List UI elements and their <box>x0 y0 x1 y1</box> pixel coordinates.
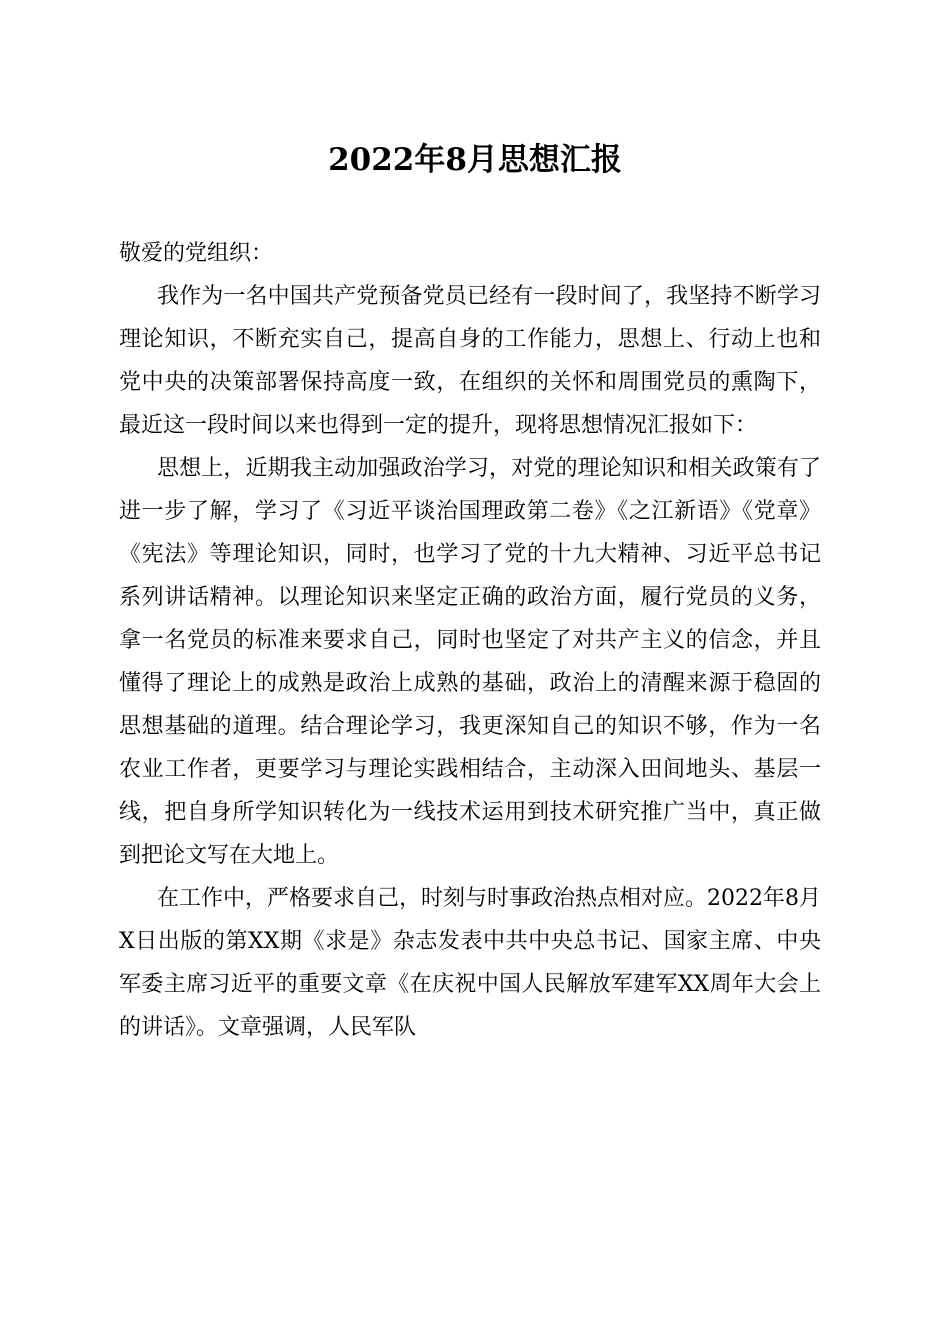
salutation: 敬爱的党组织： <box>119 241 274 266</box>
paragraph-intro: 我作为一名中国共产党预备党员已经有一段时间了，我坚持不断学习理论知识，不断充实自己，提高自身的工作能力，思想上、行动上也和党中央的决策部署保持高度一致，在组织的关怀和周围党员的熏陶下，最近这一段时间以来也得到一定的提升，现将思想情况汇报如下： <box>119 284 821 438</box>
paragraph-work: 在工作中，严格要求自己，时刻与时事政治热点相对应。2022年8月X日出版的第XX期《求是》杂志发表中共中央总书记、国家主席、中央军委主席习近平的重要文章《在庆祝中国人民解放军建军XX周年大会上的讲话》。文章强调，人民军队 <box>119 886 821 1040</box>
document-body <box>119 232 821 1049</box>
document-title: 2022年8月思想汇报 <box>328 142 622 178</box>
paragraph-thought: 思想上，近期我主动加强政治学习，对党的理论知识和相关政策有了进一步了解，学习了《习近平谈治国理政第二卷》《之江新语》《党章》《宪法》等理论知识，同时，也学习了党的十九大精神、习近平总书记系列讲话精神。以理论知识来坚定正确的政治方面，履行党员的义务，拿一名党员的标准来要求自己，同时也坚定了对共产主义的信念，并且懂得了理论上的成熟是政治上成熟的基础，政治上的清醒来源于稳固的思想基础的道理。结合理论学习，我更深知自己的知识不够，作为一名农业工作者，更要学习与理论实践相结合，主动深入田间地头、基层一线，把自身所学知识转化为一线技术运用到技术研究推广当中，真正做到把论文写在大地上。 <box>119 456 821 868</box>
